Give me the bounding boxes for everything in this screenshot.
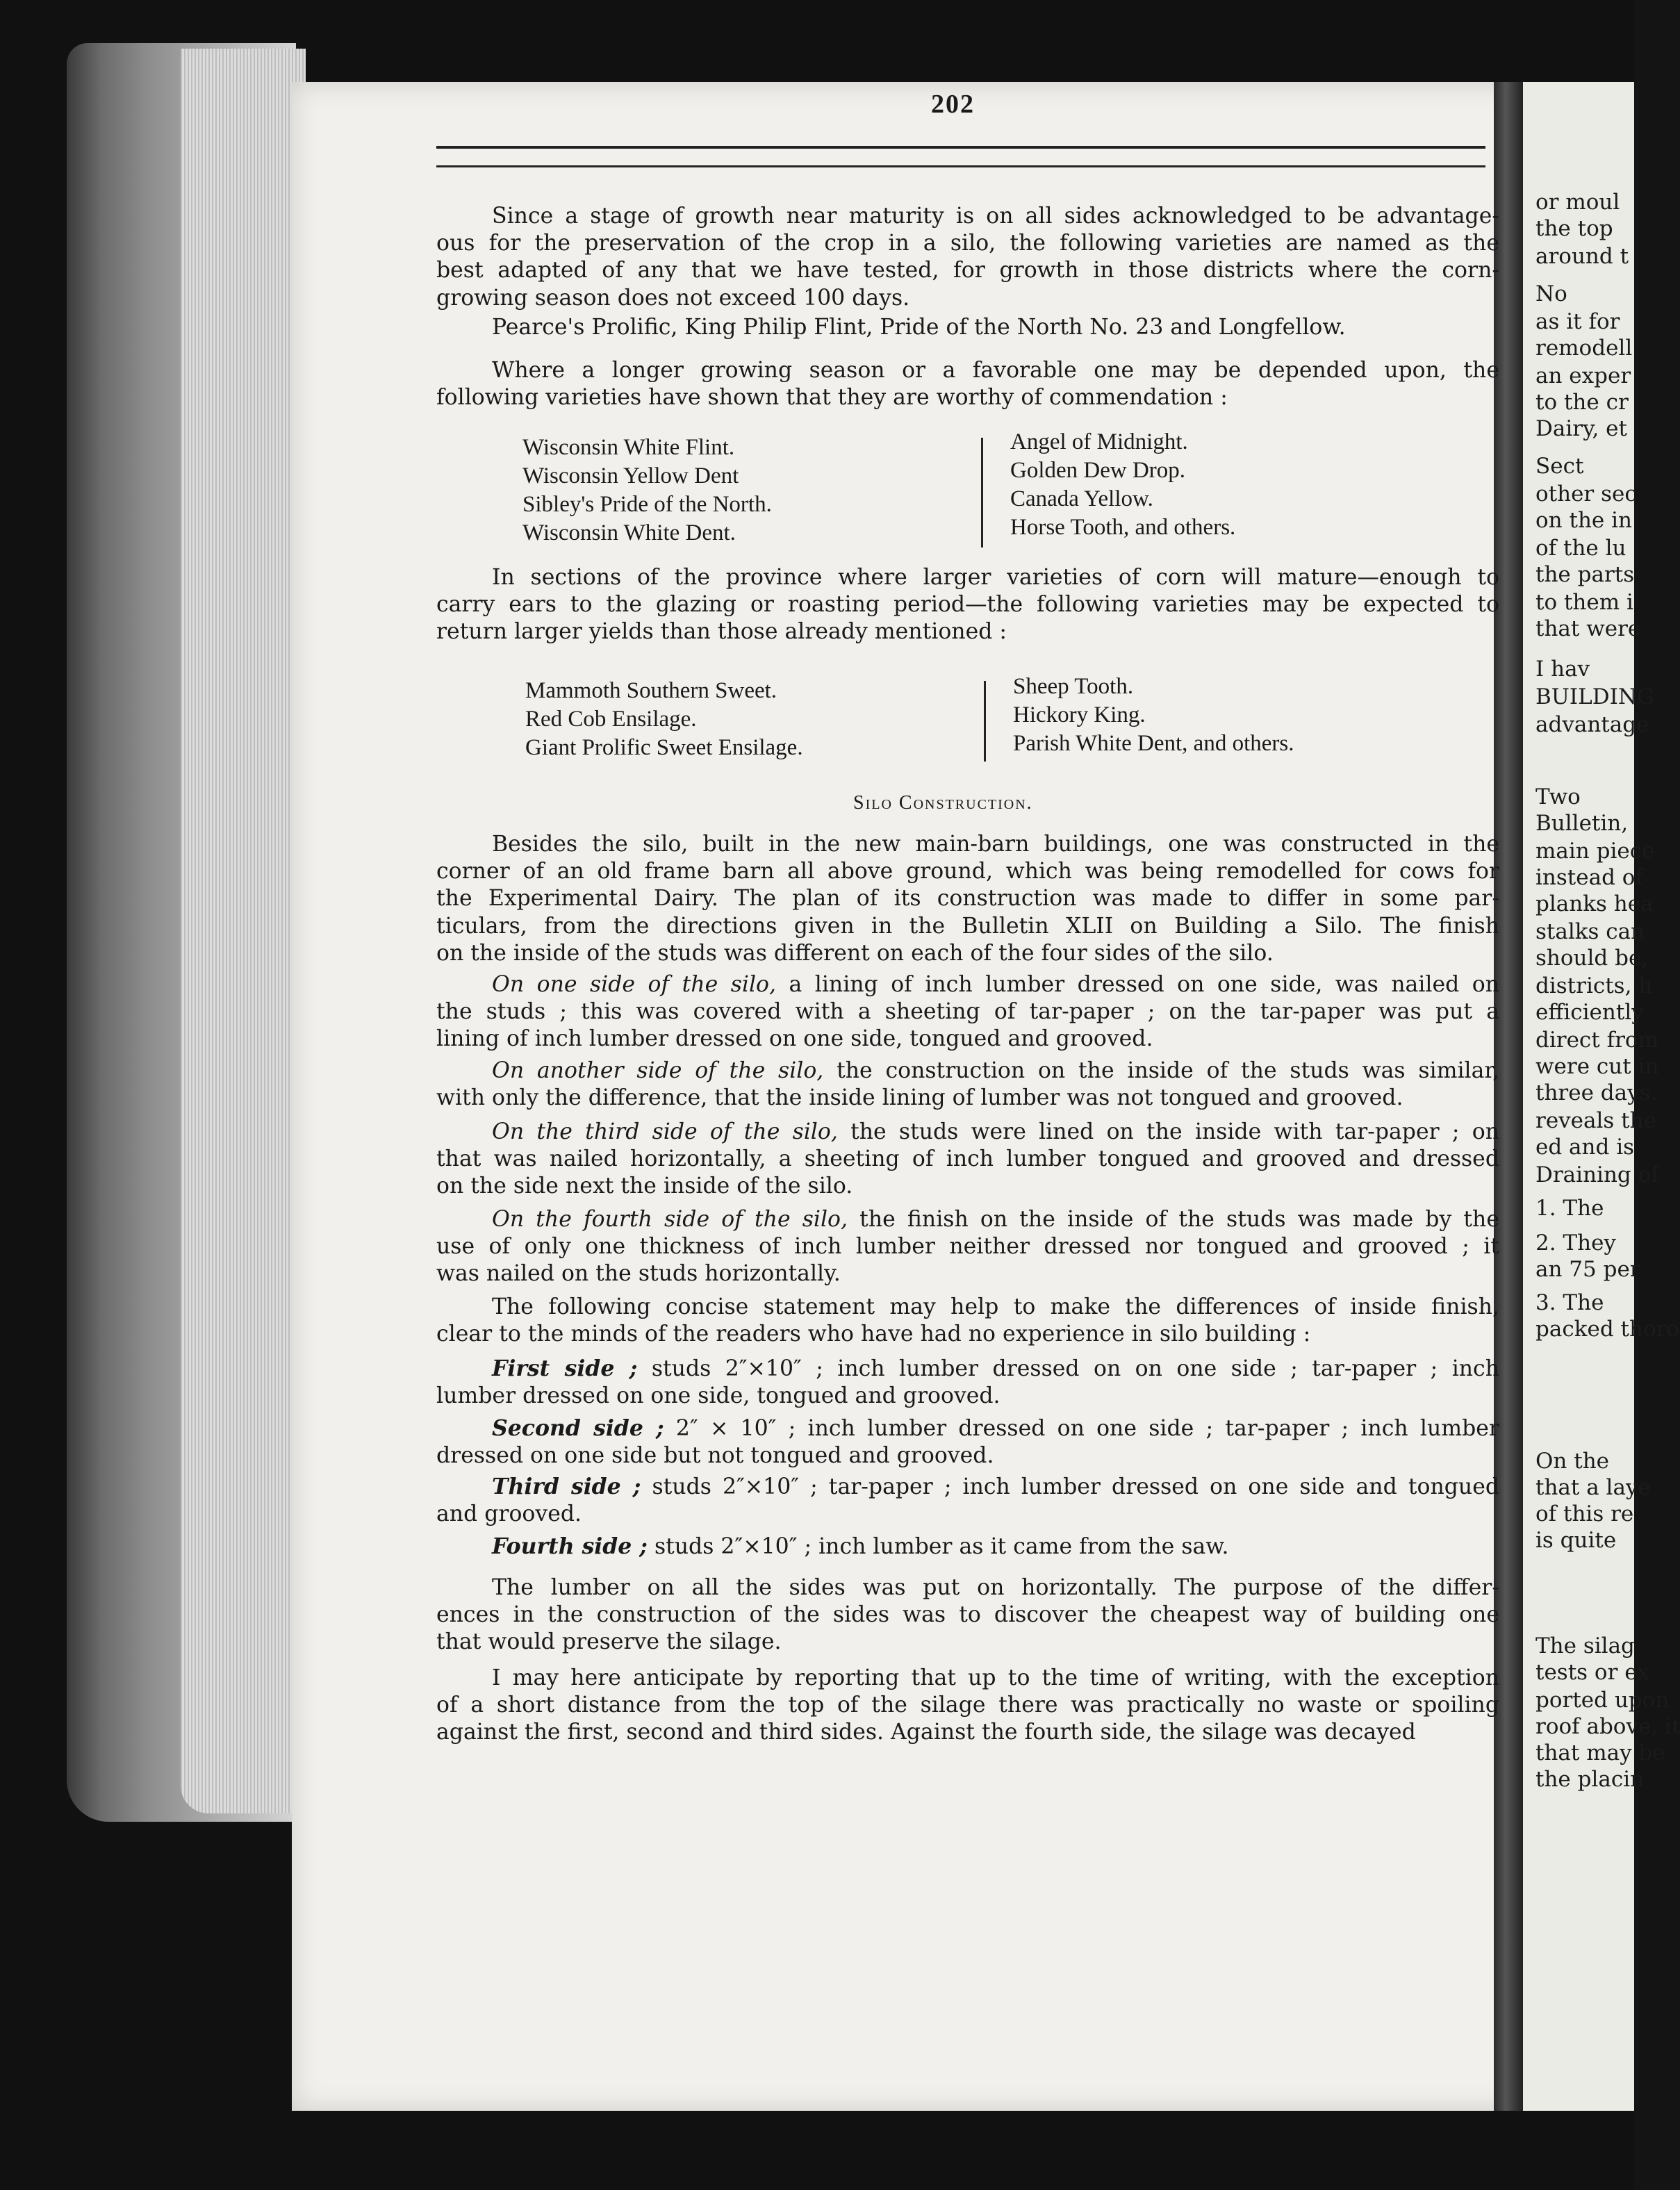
facing-text-line: reveals the xyxy=(1535,1108,1656,1133)
facing-text-line: main piece xyxy=(1535,839,1655,864)
text-line: Second side ; 2″ × 10″ ; inch lumber dressed on one side ; tar-paper ; inch lumber xyxy=(492,1415,1499,1441)
facing-text-line: packed thoro xyxy=(1535,1317,1680,1342)
facing-text-line: to the cr xyxy=(1535,390,1629,415)
list-item: Red Cob Ensilage. xyxy=(525,707,697,732)
section-heading: Silo Construction. xyxy=(853,792,1033,814)
facing-text-line: that may be xyxy=(1535,1740,1665,1765)
paragraph-intro xyxy=(436,203,1499,312)
facing-text-line: other sec xyxy=(1535,481,1637,507)
facing-text-line: stalks can xyxy=(1535,919,1645,944)
paragraph-larger-varieties xyxy=(436,564,1499,646)
text-line: ences in the construction of the sides was to discover the cheapest way of building one xyxy=(436,1602,1499,1628)
facing-text-line: to them i xyxy=(1535,590,1633,615)
text-line: On one side of the silo, a lining of inch lumber dressed on one side, was nailed on xyxy=(492,972,1499,997)
text-line: the studs ; this was covered with a sheeting of tar-paper ; on the tar-paper was put a xyxy=(436,999,1499,1025)
facing-text-line: Dairy, et xyxy=(1535,416,1627,441)
facing-text-line: the parts xyxy=(1535,562,1635,587)
list-item: Golden Dew Drop. xyxy=(1010,458,1186,483)
text-line: The following concise statement may help to make the differences of inside finish, xyxy=(492,1294,1499,1319)
facing-text-line: The silag xyxy=(1535,1633,1635,1658)
facing-text-line: around t xyxy=(1535,244,1629,269)
facing-text-line: BUILDING xyxy=(1535,684,1654,709)
facing-text-line: districts, h xyxy=(1535,973,1653,998)
list-item: Mammoth Southern Sweet. xyxy=(525,678,777,703)
text-line: clear to the minds of the readers who have had no experience in silo building : xyxy=(436,1322,1311,1347)
paragraph-varieties-short xyxy=(436,314,1499,341)
paragraph-second-side xyxy=(436,1057,1499,1112)
facing-text-line: direct from xyxy=(1535,1028,1658,1053)
book-page-edges xyxy=(181,49,306,1813)
text-line: with only the difference, that the inside lining of lumber was not tongued and grooved. xyxy=(436,1085,1403,1111)
text-line: The lumber on all the sides was put on horizontally. The purpose of the differ- xyxy=(492,1575,1499,1600)
text-line: ticulars, from the directions given in the Bulletin XLII on Building a Silo. The finish xyxy=(436,913,1499,939)
facing-text-line: Sect xyxy=(1535,454,1584,479)
italic-lead: On one side of the silo, xyxy=(492,972,776,997)
statement-first-side xyxy=(436,1355,1499,1410)
facing-text-line: an exper xyxy=(1535,363,1631,388)
facing-text-line: ported upon xyxy=(1535,1688,1670,1713)
statement-fourth-side xyxy=(436,1533,1499,1561)
paragraph-fourth-side xyxy=(436,1206,1499,1288)
facing-text-line: No xyxy=(1535,281,1567,306)
statement-third-side xyxy=(436,1473,1499,1528)
text-line: best adapted of any that we have tested, for growth in those districts where the corn- xyxy=(436,258,1499,283)
list-item: Wisconsin White Dent. xyxy=(522,520,736,545)
text-line: dressed on one side but not tongued and grooved. xyxy=(436,1443,994,1469)
paragraph-concise-statement xyxy=(436,1294,1499,1348)
text-line: First side ; studs 2″×10″ ; inch lumber dressed on on one side ; tar-paper ; inch xyxy=(492,1356,1499,1381)
list-item: Wisconsin White Flint. xyxy=(522,435,735,460)
facing-text-line: instead of xyxy=(1535,865,1643,890)
italic-lead: Second side ; xyxy=(492,1415,664,1441)
text-line: corner of an old frame barn all above ground, which was being remodelled for cows for xyxy=(436,859,1499,884)
italic-lead: Fourth side ; xyxy=(492,1533,648,1559)
variety-list-1-left xyxy=(522,434,772,548)
facing-text-line: efficiently xyxy=(1535,1000,1644,1025)
facing-text-line: Bulletin, xyxy=(1535,811,1629,836)
facing-text-line: 2. They xyxy=(1535,1230,1616,1255)
list-item: Horse Tooth, and others. xyxy=(1010,515,1236,540)
statement-second-side xyxy=(436,1415,1499,1469)
list-item: Hickory King. xyxy=(1013,702,1146,727)
text-line: following varieties have shown that they are worthy of commendation : xyxy=(436,385,1228,411)
facing-text-line: roof above, it xyxy=(1535,1714,1680,1739)
facing-text-line: the placin xyxy=(1535,1767,1645,1792)
italic-lead: First side ; xyxy=(492,1356,638,1381)
text-line: On the third side of the silo, the studs were lined on the inside with tar-paper ; on xyxy=(492,1119,1499,1144)
text-line: that was nailed horizontally, a sheeting of inch lumber tongued and grooved and dressed xyxy=(436,1146,1499,1172)
list-item: Parish White Dent, and others. xyxy=(1013,731,1294,756)
text-line: of a short distance from the top of the silage there was practically no waste or spoiling xyxy=(436,1693,1499,1718)
italic-lead: On the third side of the silo, xyxy=(492,1119,838,1144)
facing-text-line: the top xyxy=(1535,216,1613,241)
facing-text-line: 3. The xyxy=(1535,1290,1604,1315)
list-divider xyxy=(984,681,986,761)
paragraph-first-side xyxy=(436,971,1499,1053)
facing-text-line: or moul xyxy=(1535,190,1620,215)
variety-list-2-right xyxy=(1013,673,1294,758)
text-line: on the inside of the studs was different on each of the four sides of the silo. xyxy=(436,940,1274,966)
text-line: lumber dressed on one side, tongued and grooved. xyxy=(436,1383,1000,1409)
text-line: lining of inch lumber dressed on one side, tongued and grooved. xyxy=(436,1026,1153,1052)
facing-text-line: of the lu xyxy=(1535,536,1627,561)
facing-page-text xyxy=(1535,82,1680,2111)
list-item: Sheep Tooth. xyxy=(1013,674,1134,699)
text-line: ous for the preservation of the crop in a silo, the following varieties are named as the xyxy=(436,231,1499,256)
text-line: I may here anticipate by reporting that up to the time of writing, with the exception xyxy=(492,1665,1499,1690)
facing-text-line: an 75 per xyxy=(1535,1257,1640,1282)
italic-lead: On another side of the silo, xyxy=(492,1058,824,1083)
paragraph-lumber-purpose xyxy=(436,1574,1499,1656)
text-line: Fourth side ; studs 2″×10″ ; inch lumber as it came from the saw. xyxy=(492,1533,1229,1559)
list-item: Wisconsin Yellow Dent xyxy=(522,463,739,488)
page-number: 202 xyxy=(931,90,975,119)
facing-text-line: planks hea xyxy=(1535,891,1654,916)
text-line: and grooved. xyxy=(436,1501,582,1527)
text-line: In sections of the province where larger varieties of corn will mature—enough to xyxy=(492,565,1499,590)
facing-text-line: is quite xyxy=(1535,1528,1617,1553)
facing-text-line: Draining of xyxy=(1535,1162,1659,1187)
variety-list-1-right xyxy=(1010,428,1235,542)
paragraph-silo-construction xyxy=(436,831,1499,967)
list-item: Angel of Midnight. xyxy=(1010,429,1188,454)
facing-text-line: On the xyxy=(1535,1449,1610,1474)
text-line: use of only one thickness of inch lumber neither dressed nor tongued and grooved ; it xyxy=(436,1234,1499,1260)
facing-text-line: should be, xyxy=(1535,946,1649,971)
list-item: Giant Prolific Sweet Ensilage. xyxy=(525,735,803,760)
paragraph-anticipate xyxy=(436,1665,1499,1747)
facing-text-line: remodell xyxy=(1535,336,1633,361)
facing-text-line: were cut in xyxy=(1535,1054,1659,1079)
facing-text-line: that a laye xyxy=(1535,1475,1651,1500)
facing-text-line: of this re xyxy=(1535,1501,1634,1526)
paragraph-third-side xyxy=(436,1119,1499,1201)
header-rule-bottom xyxy=(436,165,1485,167)
text-line: On the fourth side of the silo, the finish on the inside of the studs was made by the xyxy=(492,1207,1499,1232)
text-line: carry ears to the glazing or roasting period—the following varieties may be expected to xyxy=(436,592,1499,618)
text-line: Where a longer growing season or a favorable one may be depended upon, the xyxy=(492,358,1499,383)
text-line: growing season does not exceed 100 days. xyxy=(436,285,910,311)
text-line: Besides the silo, built in the new main-barn buildings, one was constructed in the xyxy=(492,832,1499,857)
header-rule-top xyxy=(436,146,1485,149)
facing-text-line: I hav xyxy=(1535,657,1590,682)
facing-text-line: as it for xyxy=(1535,309,1620,334)
facing-text-line: 1. The xyxy=(1535,1196,1604,1221)
list-item: Sibley's Pride of the North. xyxy=(522,492,772,517)
list-item: Canada Yellow. xyxy=(1010,486,1153,511)
facing-text-line: tests or ex xyxy=(1535,1660,1650,1685)
facing-text-line: three days. xyxy=(1535,1080,1658,1105)
facing-text-line: Two xyxy=(1535,784,1581,809)
variety-list-2-left xyxy=(525,677,803,762)
facing-text-line: advantage xyxy=(1535,712,1649,737)
italic-lead: On the fourth side of the silo, xyxy=(492,1207,848,1232)
text-line: was nailed on the studs horizontally. xyxy=(436,1261,841,1287)
text-line: return larger yields than those already mentioned : xyxy=(436,619,1007,645)
facing-text-line: on the in xyxy=(1535,508,1632,533)
text-line: against the first, second and third sides. Against the fourth side, the silage was decayed xyxy=(436,1720,1416,1745)
text-line: that would preserve the silage. xyxy=(436,1629,782,1655)
facing-text-line: ed and is xyxy=(1535,1135,1635,1160)
facing-text-line: that were xyxy=(1535,616,1641,641)
text-line: Third side ; studs 2″×10″ ; tar-paper ; inch lumber dressed on one side and tongued xyxy=(492,1474,1499,1499)
text-line: on the side next the inside of the silo. xyxy=(436,1174,853,1199)
italic-lead: Third side ; xyxy=(492,1474,641,1499)
list-divider xyxy=(981,438,983,548)
text-line: Pearce's Prolific, King Philip Flint, Pride of the North No. 23 and Longfellow. xyxy=(492,315,1346,340)
text-line: the Experimental Dairy. The plan of its construction was made to differ in some par- xyxy=(436,886,1499,912)
text-line: On another side of the silo, the construction on the inside of the studs was similar, xyxy=(492,1058,1499,1083)
text-line: Since a stage of growth near maturity is on all sides acknowledged to be advantage- xyxy=(492,204,1499,229)
paragraph-longer-season xyxy=(436,357,1499,411)
